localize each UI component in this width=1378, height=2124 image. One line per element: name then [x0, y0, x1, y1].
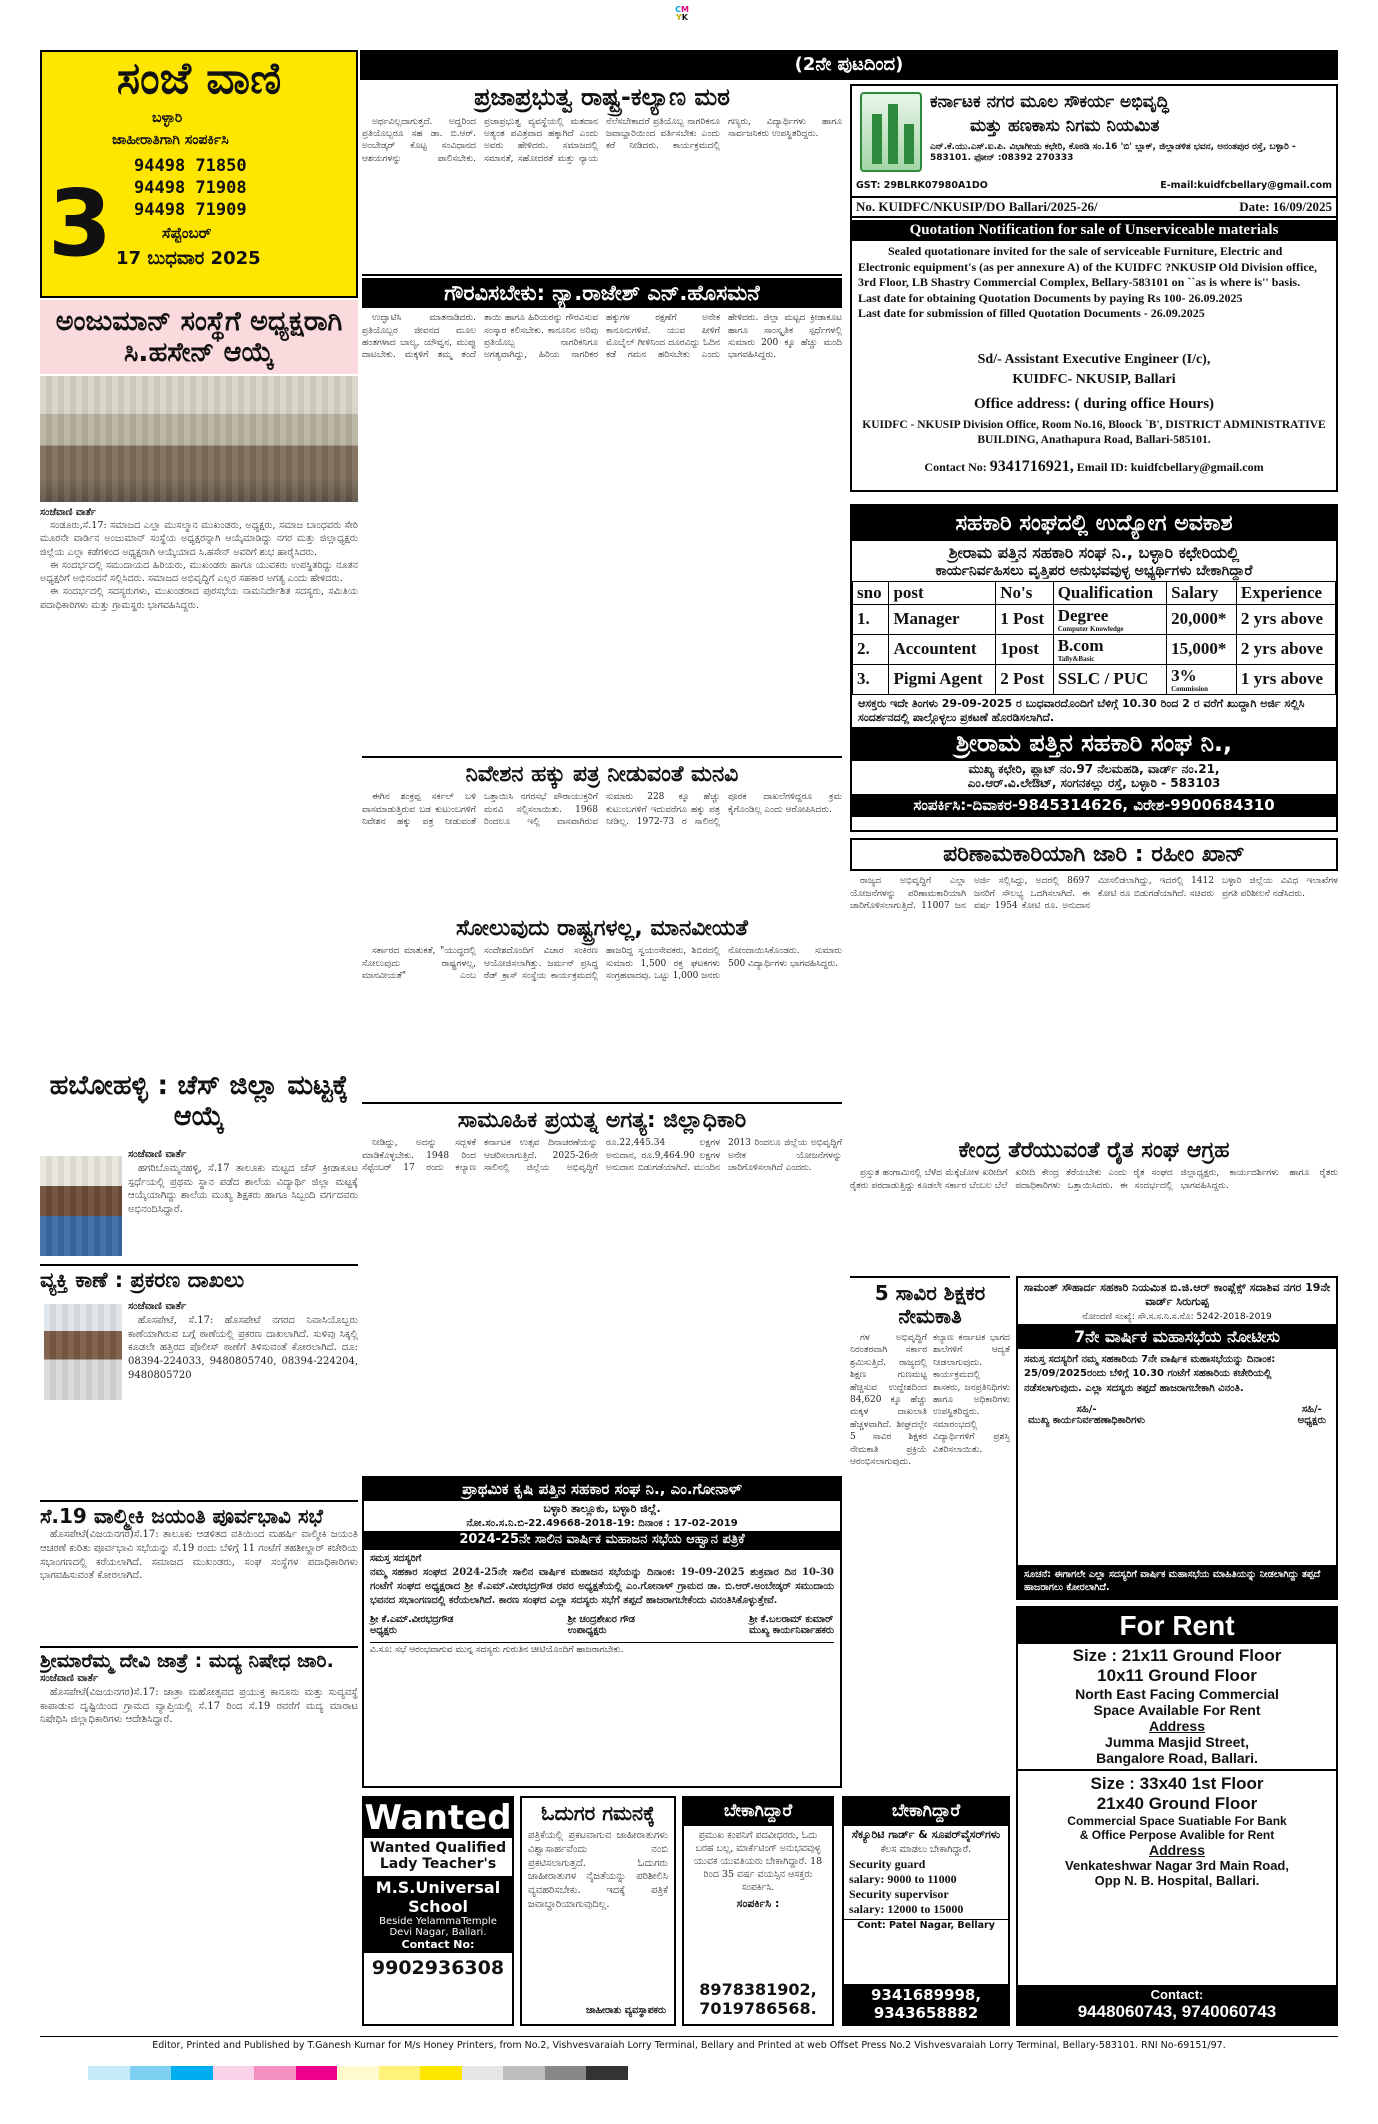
wanted-school-2: School	[408, 1897, 468, 1916]
anjuman-story	[40, 300, 358, 940]
wanted-contact-label: Contact No:	[401, 1938, 475, 1951]
kuidfc-signatory: Sd/- Assistant Executive Engineer (I/c),	[977, 352, 1211, 367]
democracy-headline: ಪ್ರಜಾಪ್ರಭುತ್ವ ರಾಷ್ಟ್ರ-ಕಲ್ಯಾಣ ಮಠ	[474, 84, 730, 111]
jatre-headline: ಶ್ರೀಮಾರೆಮ್ಮ ದೇವಿ ಜಾತ್ರೆ : ಮದ್ಯ ನಿಷೇಧ ಜಾರಿ.	[40, 1646, 358, 1672]
kuidfc-ad	[850, 84, 1338, 492]
rent2-line-1: Size : 33x40 1st Floor	[1090, 1774, 1264, 1793]
samuhika-headline: ಸಾಮೂಹಿಕ ಪ್ರಯತ್ನ ಅಗತ್ಯ: ಜಿಲ್ಲಾಧಿಕಾರಿ	[457, 1108, 747, 1133]
solu-story	[362, 912, 842, 1102]
pacs-s2-role: ಉಪಾಧ್ಯಕ್ಷರು	[567, 1624, 607, 1636]
anjuman-para-2: ಈ ಸಂದರ್ಭದಲ್ಲಿ ಸಮುದಾಯದ ಹಿರಿಯರು, ಮುಖಂಡರು ಹಾಗೂ ಯುವಕರು ಉಪಸ್ಥಿತರಿದ್ದು ನೂತನ ಅಧ್ಯಕ್ಷರಿಗೆ ಅಭಿನಂದನೆ ಸಲ್ಲಿಸಿದರು. ಸಮಾಜದ ಅಭಿವೃದ್ಧಿಗೆ ಎಲ್ಲರ ಸಹಕಾರ ಅಗತ್ಯ ಎಂದು ಹೇಳಿದರು.	[40, 559, 358, 585]
jobs-cell: 3.	[853, 664, 889, 694]
wanted-school-1: M.S.Universal	[375, 1878, 501, 1897]
jobs-cell: 1post	[996, 634, 1053, 664]
samant-banner: 7ನೇ ವಾರ್ಷಿಕ ಮಹಾಸಭೆಯ ನೋಟೀಸು	[1018, 1325, 1336, 1349]
pacs-ad	[362, 1476, 842, 1788]
guard-label: Security guard	[849, 1856, 926, 1871]
jobs-contact: ಸಂಪರ್ಕಿಸಿ:-ದಿವಾಕರ-9845314626, ವಿರೇಶ-9900684310	[852, 794, 1336, 817]
imprint: Editor, Printed and Published by T.Ganesh Kumar for M/s Honey Printers, from No.2, Vishvesvaraiah Lorry Terminal, Bellary and Printed at web Offset Press No.2 Vishvesvaraiah Lorry Terminal, Bellary-583101. RNI No-69151/97.	[40, 2036, 1338, 2051]
parinamakari-story	[850, 838, 1338, 1138]
rent1-line-4: Space Available For Rent	[1093, 1702, 1261, 1718]
kuidfc-org-2: ಮತ್ತು ಹಣಕಾಸು ನಿಗಮ ನಿಯಮಿತ	[970, 116, 1160, 136]
samant-title: ಸಾಮಂತ್ ಸೌಹಾರ್ದ ಸಹಕಾರಿ ನಿಯಮಿತ ಬಿ.ಜಿ.ಆರ್ ಕಾಂಪ್ಲೆಕ್ಸ್ ಸದಾಶಿವ ನಗರ 19ನೇ ವಾರ್ಡ್ ಸಿರುಗುಪ್ಪ	[1023, 1281, 1331, 1308]
kuidfc-org-1: ಕರ್ನಾಟಕ ನಗರ ಮೂಲ ಸೌಕರ್ಯ ಅಭಿವೃದ್ಧಿ	[930, 92, 1169, 112]
jobs-cell: 20,000*	[1167, 604, 1237, 634]
kuidfc-last-obtain: Last date for obtaining Quotation Documents by paying Rs 100- 26.09.2025	[858, 290, 1243, 305]
rent1-addr-1: Jumma Masjid Street,	[1105, 1734, 1249, 1750]
jobs-salary: 3%	[1171, 665, 1197, 685]
jobs-cell: Accountent	[889, 634, 996, 664]
pacs-s1-role: ಅಧ್ಯಕ್ಷರು	[370, 1624, 397, 1636]
anjuman-dateline: ಸಂಜೆವಾಣಿ ವಾರ್ತೆ	[40, 507, 96, 518]
samuhika-story	[362, 1102, 842, 1462]
anjuman-para-3: ಈ ಸಂದರ್ಭದಲ್ಲಿ ಸದಸ್ಯರುಗಳು, ಮುಖಂಡರಾದ ಪುರಸಭೆಯ ನಾಮನಿರ್ದೇಶಿತ ಸದಸ್ಯರು, ಸಮಿತಿಯ ಪದಾಧಿಕಾರಿಗಳು ಮತ್ತು ಗ್ರಾಮಸ್ಥರು ಭಾಗವಹಿಸಿದ್ದರು.	[40, 586, 358, 611]
rent1-addr-2: Bangalore Road, Ballari.	[1018, 1750, 1336, 1771]
rent2-line-3: Commercial Space Suatiable For Bank	[1067, 1814, 1287, 1828]
bekagiddare-1-title: ಬೇಕಾಗಿದ್ದಾರೆ	[684, 1798, 832, 1826]
bekagiddare-2-phones: 9341689998, 9343658882	[844, 1984, 1008, 2024]
table-row	[853, 634, 1336, 664]
wanted-ad	[362, 1796, 514, 2026]
masthead-phone-2: 94498 71908	[134, 178, 247, 198]
readers-body: ಪತ್ರಿಕೆಯಲ್ಲಿ ಪ್ರಕಟವಾಗುವ ಜಾಹೀರಾತುಗಳು ವಿಶ್ವಾಸಾರ್ಹವೆಂದು ನಂಬಿ ಪ್ರಕಟಿಸಲಾಗುತ್ತದೆ. ಓದುಗರು ಜಾಹೀರಾತುಗಳ ನೈಜತೆಯನ್ನು ಪರಿಶೀಲಿಸಿ ವ್ಯವಹರಿಸಬೇಕು. ಇದಕ್ಕೆ ಪತ್ರಿಕೆ ಜವಾಬ್ದಾರಿಯಾಗುವುದಿಲ್ಲ.	[528, 1830, 668, 1910]
jobs-deadline: ಆಸಕ್ತರು ಇದೇ ತಿಂಗಳು 29-09-2025 ರ ಬುಧವಾರದೊಂದಿಗೆ ಬೆಳಿಗ್ಗೆ 10.30 ರಿಂದ 2 ರ ವರೆಗೆ ಖುದ್ದಾಗಿ ಅರ್ಜಿ ಸಲ್ಲಿಸಿ ಸಂದರ್ಶನದಲ್ಲಿ ಪಾಲ್ಗೊಳ್ಳಲು ಪ್ರಕಟಣೆ ಹೊರಡಿಸಲಾಗಿದೆ.	[858, 696, 1305, 725]
rent2-line-4: & Office Perpose Avalible for Rent	[1079, 1828, 1275, 1842]
kuidfc-ref-no: No. KUIDFC/NKUSIP/DO Ballari/2025-26/	[856, 199, 1098, 214]
jatre-dateline: ಸಂಜೆವಾಣಿ ವಾರ್ತೆ	[40, 1673, 99, 1684]
solu-headline: ಸೋಲುವುದು ರಾಷ್ಟ್ರಗಳಲ್ಲ, ಮಾನವೀಯತೆ	[456, 916, 748, 941]
bekagiddare-1-body: ಪ್ರಮುಖ ಕಂಪನಿಗೆ ಪದವೀಧರರು, ಓದು ಬರಹ ಬಲ್ಲ, ಮಾರ್ಕೆಟಿಂಗ್ ಅನುಭವವುಳ್ಳ ಯುವಕ ಯುವತಿಯರು ಬೇಕಾಗಿದ್ದಾರೆ. 18 ರಿಂದ 35 ವರ್ಷ ವಯಸ್ಸಿನ ಆಸಕ್ತರು ಸಂಪರ್ಕಿಸಿ.	[693, 1829, 823, 1893]
kuidfc-signatory-2: KUIDFC- NKUSIP, Ballari	[1012, 372, 1176, 387]
jobs-cell: 2.	[853, 634, 889, 664]
bekagiddare-2-sub: ಸೆಕ್ಯೂರಿಟಿ ಗಾರ್ಡ್ & ಸೂಪರ್‌ವೈಸರ್‌ಗಳು	[851, 1827, 1001, 1841]
missing-dateline: ಸಂಜೆವಾಣಿ ವಾರ್ತೆ	[128, 1301, 187, 1312]
masthead-phone-1: 94498 71850	[134, 156, 247, 176]
supervisor-label: Security supervisor	[849, 1886, 949, 1901]
bekagiddare-2-title: ಬೇಕಾಗಿದ್ದಾರೆ	[844, 1798, 1008, 1826]
jobs-cell	[1053, 634, 1166, 664]
raitha-headline: ಕೇಂದ್ರ ತೆರೆಯುವಂತೆ ರೈತ ಸಂಘ ಆಗ್ರಹ	[958, 1138, 1230, 1163]
masthead-date-number: 3	[48, 170, 113, 277]
samant-reg: ನೋಂದಣಿ ಸಂಖ್ಯೆ: ಸೌ.ಸ.ಸ.ನಿ.ಸ.ನೊ: 5242-2018-2019	[1018, 1312, 1336, 1325]
rent1-line-2: 10x11 Ground Floor	[1097, 1666, 1257, 1685]
samant-ad	[1016, 1276, 1338, 1600]
table-row	[853, 664, 1336, 694]
solu-body: ಸರ್ಕಾರದ ಮಾತುಕತೆ, "ಯುದ್ಧದಲ್ಲಿ ಸೋಲುವುದು ರಾಷ್ಟ್ರಗಳಲ್ಲ, ಮಾನವೀಯತೆ" ಎಂಬ ಸಂದೇಶದೊಂದಿಗೆ ವಿಚಾರ ಸಂಕಿರಣ ಆಯೋಜಿಸಲಾಗಿತ್ತು. ಜರ್ಮನ್ ಪ್ರಸಿದ್ಧ ರೆಡ್ ಕ್ರಾಸ್ ಸಂಸ್ಥೆಯ ಕಾರ್ಯಕ್ರಮದಲ್ಲಿ ಹಾಜರಿದ್ದ ಸ್ವಯಂಸೇವಕರು, ಶಿಬಿರದಲ್ಲಿ ಸುಮಾರು 1,500 ರಕ್ತ ಘಟಕಗಳು ಸಂಗ್ರಹವಾದವು. ಒಟ್ಟು 1,000 ಜನರು ನೋಂದಾಯಿಸಿಕೊಂಡರು. ಸುಮಾರು 500 ವಿದ್ಯಾರ್ಥಿಗಳು ಭಾಗವಹಿಸಿದ್ದರು.	[362, 946, 842, 982]
cmyk-mark: CM YK	[675, 5, 689, 22]
jobs-note: Computer Knowledge	[1057, 624, 1124, 633]
jatre-body: ಹೊಸಪೇಟೆ(ವಿಜಯನಗರ)ಸೆ.17: ಜಾತ್ರಾ ಮಹೋತ್ಸವದ ಪ್ರಯುಕ್ತ ಕಾನೂನು ಮತ್ತು ಸುವ್ಯವಸ್ಥೆ ಕಾಪಾಡುವ ದೃಷ್ಟಿಯಿಂದ ಗ್ರಾಮದ ವ್ಯಾಪ್ತಿಯಲ್ಲಿ ಸೆ.17 ರಿಂದ ಸೆ.19 ರವರೆಗೆ ಮದ್ಯ ಮಾರಾಟ ನಿಷೇಧಿಸಿ ಜಿಲ್ಲಾಧಿಕಾರಿಗಳು ಆದೇಶಿಸಿದ್ದಾರೆ.	[40, 1686, 358, 1726]
wanted-addr-1: Beside YelammaTemple	[379, 1916, 497, 1927]
pacs-title: ಪ್ರಾಥಮಿಕ ಕೃಷಿ ಪತ್ತಿನ ಸಹಕಾರ ಸಂಘ ನಿ., ಎಂ.ಗೋನಾಳ್	[364, 1478, 840, 1501]
pacs-s1: ಶ್ರೀ ಕೆ.ಎಮ್.ವೀರಭದ್ರಗೌಡ	[370, 1613, 454, 1625]
raitha-story	[850, 1138, 1338, 1268]
jobs-cell: 2 Post	[996, 664, 1053, 694]
gourava-headline: ಗೌರವಿಸಬೇಕು: ನ್ಯಾ.ರಾಜೇಶ್ ಎನ್.ಹೊಸಮನೆ	[362, 278, 842, 308]
parinamakari-headline: ಪರಿಣಾಮಕಾರಿಯಾಗಿ ಜಾರಿ : ರಹೀಂ ಖಾನ್	[850, 838, 1338, 871]
pacs-signer: ಶ್ರೀ ಕೆ.ಬಲರಾಮ್ ಕುಮಾರ್	[749, 1613, 834, 1625]
masthead-month: ಸೆಪ್ಟೆಂಬರ್	[162, 224, 212, 242]
masthead	[40, 50, 358, 298]
valmiki-body: ಹೊಸಪೇಟೆ(ವಿಜಯನಗರ)ಸೆ.17: ತಾಲೂಕು ಆಡಳಿತದ ವತಿಯಿಂದ ಮಹರ್ಷಿ ವಾಲ್ಮೀಕಿ ಜಯಂತಿ ಆಚರಣೆ ಕುರಿತು ಪೂರ್ವಭಾವಿ ಸಭೆಯನ್ನು ಸೆ.19 ರಂದು ಬೆಳಿಗ್ಗೆ 11 ಗಂಟೆಗೆ ತಹಶೀಲ್ದಾರ್ ಕಚೇರಿಯ ಸಭಾಂಗಣದಲ್ಲಿ ಕರೆಯಲಾಗಿದೆ. ಸಮಾಜದ ಮುಖಂಡರು, ಸಂಘ ಸಂಸ್ಥೆಗಳ ಪದಾಧಿಕಾರಿಗಳು ಭಾಗವಹಿಸುವಂತೆ ಕೋರಲಾಗಿದೆ.	[40, 1529, 358, 1582]
nivesana-body: ಈಗಿನ ಶಂಕ್ರಪ್ಪ ಸರ್ಕಲ್ ಬಳಿ ವಾಸಮಾಡುತ್ತಿರುವ ಬಡ ಕುಟುಂಬಗಳಿಗೆ ನಿವೇಶನ ಹಕ್ಕು ಪತ್ರ ನೀಡುವಂತೆ ಒತ್ತಾಯಿಸಿ ನಗರಸಭೆ ಪೌರಾಯುಕ್ತರಿಗೆ ಮನವಿ ಸಲ್ಲಿಸಲಾಯಿತು. 1968 ರಿಂದಲೂ ಇಲ್ಲಿ ವಾಸವಾಗಿರುವ ಸುಮಾರು 228 ಕ್ಕೂ ಹೆಚ್ಚು ಕುಟುಂಬಗಳಿಗೆ ಇದುವರೆಗೂ ಹಕ್ಕು ಪತ್ರ ನೀಡಿಲ್ಲ. 1972-73 ರ ಸಾಲಿನಲ್ಲಿ ಪೂರಕ ದಾಖಲೆಗಳಿದ್ದರೂ ಕ್ರಮ ಕೈಗೊಂಡಿಲ್ಲ ಎಂದು ಆರೋಪಿಸಿದರು.	[362, 792, 842, 828]
wanted-title: Wanted	[364, 1798, 512, 1838]
valmiki-story	[40, 1500, 358, 1640]
jobs-cell: 2 yrs above	[1236, 634, 1335, 664]
samant-role-2: ಅಧ್ಯಕ್ಷರು	[1297, 1415, 1326, 1427]
samuhika-body: ನೀಡಿದ್ದು, ಅದನ್ನು ಸದ್ಬಳಕೆ ಮಾಡಿಕೊಳ್ಳಬೇಕು. 1948 ರಿಂದ ಸೆಪ್ಟೆಂಬರ್ 17 ರಂದು ಕಲ್ಯಾಣ ಕರ್ನಾಟಕ ಉತ್ಸವ ದಿನಾಚರಣೆಯನ್ನು ಆಚರಿಸಲಾಗುತ್ತಿದೆ. 2025-26ನೇ ಸಾಲಿನಲ್ಲಿ ಜಿಲ್ಲೆಯ ಅಭಿವೃದ್ಧಿಗೆ ರೂ.22,445.34 ಲಕ್ಷಗಳ ಅನುದಾನ, ರೂ.9,464.90 ಲಕ್ಷಗಳ ಅನುದಾನ ಬಿಡುಗಡೆಯಾಗಿದೆ. ಮುಂದಿನ 2013 ರಿಂದಲೂ ಜಿಲ್ಲೆಯ ಅಭಿವೃದ್ಧಿಗೆ ಅನೇಕ ಯೋಜನೆಗಳನ್ನು ಜಾರಿಗೊಳಿಸಲಾಗಿದೆ ಎಂದರು.	[362, 1138, 842, 1174]
raitha-body: ಪ್ರಸ್ತುತ ಹಂಗಾಮಿನಲ್ಲಿ ಬೆಳೆದ ಮೆಕ್ಕೆಜೋಳ ಖರೀದಿಗೆ ರೈತರು ಪರದಾಡುತ್ತಿದ್ದು ಕೂಡಲೇ ಸರ್ಕಾರ ಬೆಂಬಲ ಬೆಲೆ ಖರೀದಿ ಕೇಂದ್ರ ತೆರೆಯಬೇಕು ಎಂದು ರೈತ ಸಂಘದ ಪದಾಧಿಕಾರಿಗಳು ಒತ್ತಾಯಿಸಿದರು. ಈ ಸಂದರ್ಭದಲ್ಲಿ ಜಿಲ್ಲಾಧ್ಯಕ್ಷರು, ಕಾರ್ಯದರ್ಶಿಗಳು ಹಾಗೂ ರೈತರು ಭಾಗವಹಿಸಿದ್ದರು.	[850, 1168, 1338, 1191]
rent2-contact-label: Contact:	[1150, 1987, 1204, 2002]
jobs-cell	[1167, 664, 1237, 694]
samant-body: ಸಮಸ್ತ ಸದಸ್ಯರಿಗೆ ನಮ್ಮ ಸಹಕಾರಿಯ 7ನೇ ವಾರ್ಷಿಕ ಮಹಾಸಭೆಯನ್ನು ದಿನಾಂಕ: 25/09/2025ರಂದು ಬೆಳಿಗ್ಗೆ 10.30 ಗಂಟೆಗೆ ಸಹಕಾರಿಯ ಕಚೇರಿಯಲ್ಲಿ ನಡೆಸಲಾಗುವುದು. ಎಲ್ಲಾ ಸದಸ್ಯರು ತಪ್ಪದೆ ಹಾಜರಾಗಬೇಕಾಗಿ ವಿನಂತಿ.	[1024, 1353, 1276, 1394]
jobs-qual: Degree	[1057, 605, 1109, 625]
jobs-address-2: ಎಂ.ಆರ್.ವಿ.ಲೇಔಟ್, ಸಂಗನಕಲ್ಲು ರಸ್ತೆ, ಬಳ್ಳಾರಿ - 583103	[967, 775, 1221, 790]
jobs-cell: 1 Post	[996, 604, 1053, 634]
jobs-th-salary: Salary	[1167, 581, 1237, 604]
parinamakari-body: ರಾಜ್ಯದ ಅಭಿವೃದ್ಧಿಗೆ ಎಲ್ಲಾ ಯೋಜನೆಗಳನ್ನು ಪರಿಣಾಮಕಾರಿಯಾಗಿ ಜಾರಿಗೊಳಿಸಲಾಗುತ್ತಿದೆ. 11007 ಜನ ಅರ್ಜಿ ಸಲ್ಲಿಸಿದ್ದು, ಅದರಲ್ಲಿ 8697 ಜನರಿಗೆ ಸೌಲಭ್ಯ ಒದಗಿಸಲಾಗಿದೆ. ಈ ವರ್ಷ 1954 ಕೋಟಿ ರೂ. ಅನುದಾನ ಮೀಸಲಿಡಲಾಗಿದ್ದು, ಇದರಲ್ಲಿ 1412 ಕೋಟಿ ರೂ ಬಿಡುಗಡೆಯಾಗಿದೆ. ಸಚಿವರು ಬಳ್ಳಾರಿ ಜಿಲ್ಲೆಯ ವಿವಿಧ ಇಲಾಖೆಗಳ ಪ್ರಗತಿ ಪರಿಶೀಲನೆ ನಡೆಸಿದರು.	[850, 876, 1338, 912]
table-row	[853, 604, 1336, 634]
bekagiddare-2-contact: Cont: Patel Nagar, Bellary	[844, 1919, 1008, 1931]
rent1-line-3: North East Facing Commercial	[1075, 1686, 1279, 1702]
rent2-phones: 9448060743, 9740060743	[1077, 2002, 1277, 2021]
chess-body: ಹಗರಿಬೊಮ್ಮನಹಳ್ಳಿ, ಸೆ.17 ತಾಲೂಕು ಮಟ್ಟದ ಚೆಸ್ ಕ್ರೀಡಾಕೂಟ ಸ್ಪರ್ಧೆಯಲ್ಲಿ ಪ್ರಥಮ ಸ್ಥಾನ ಪಡೆದ ಶಾಲೆಯ ವಿದ್ಯಾರ್ಥಿ ಜಿಲ್ಲಾ ಮಟ್ಟಕ್ಕೆ ಆಯ್ಕೆಯಾಗಿದ್ದು ಶಾಲೆಯ ಮುಖ್ಯ ಶಿಕ್ಷಕರು ಹಾಗೂ ಸಿಬ್ಬಂದಿ ವರ್ಗದವರು ಅಭಿನಂದಿಸಿದ್ದಾರೆ.	[128, 1162, 358, 1216]
pacs-salutation: ಸಮಸ್ತ ಸದಸ್ಯರಿಗೆ	[370, 1553, 422, 1565]
rent1-addr-label: Address	[1148, 1718, 1206, 1734]
bekagiddare-ad-2	[842, 1796, 1010, 2026]
jobs-cell: 2 yrs above	[1236, 604, 1335, 634]
jobs-th-exp: Experience	[1236, 581, 1335, 604]
color-bar	[88, 2066, 628, 2080]
kuidfc-contact-label: Contact No:	[924, 460, 987, 474]
missing-person-photo	[44, 1304, 122, 1400]
shikshakaru-body: ಗಳ ಅಭಿವೃದ್ಧಿಗೆ ನಿರಂತರವಾಗಿ ಸರ್ಕಾರ ಶ್ರಮಿಸುತ್ತಿದೆ. ರಾಜ್ಯದಲ್ಲಿ ಶಿಕ್ಷಣ ಗುಣಮಟ್ಟ ಹೆಚ್ಚಿಸುವ ಉದ್ದೇಶದಿಂದ 84,620 ಕ್ಕೂ ಹೆಚ್ಚು ಮಕ್ಕಳ ದಾಖಲಾತಿ ಹೆಚ್ಚಳವಾಗಿದೆ. ಶೀಘ್ರದಲ್ಲೇ 5 ಸಾವಿರ ಶಿಕ್ಷಕರ ನೇಮಕಾತಿ ಪ್ರಕ್ರಿಯೆ ಆರಂಭಿಸಲಾಗುವುದು. ಕಲ್ಯಾಣ ಕರ್ನಾಟಕ ಭಾಗದ ಶಾಲೆಗಳಿಗೆ ಆದ್ಯತೆ ನೀಡಲಾಗುವುದು. ಕಾರ್ಯಕ್ರಮದಲ್ಲಿ ಶಾಸಕರು, ಜನಪ್ರತಿನಿಧಿಗಳು ಹಾಗೂ ಅಧಿಕಾರಿಗಳು ಉಪಸ್ಥಿತರಿದ್ದರು. ಸಮಾರಂಭದಲ್ಲಿ ವಿದ್ಯಾರ್ಥಿಗಳಿಗೆ ಪ್ರಶಸ್ತಿ ವಿತರಿಸಲಾಯಿತು.	[850, 1333, 1010, 1468]
gourava-story	[362, 278, 842, 758]
page-label: (2ನೇ ಪುಟದಿಂದ)	[360, 50, 1338, 80]
samant-note: ಸೂಚನೆ: ಈಗಾಗಲೇ ಎಲ್ಲಾ ಸದಸ್ಯರಿಗೆ ವಾರ್ಷಿಕ ಮಹಾಸಭೆಯ ಮಾಹಿತಿಯನ್ನು ನೀಡಲಾಗಿದ್ದು ತಪ್ಪದೆ ಹಾಜರಾಗಲು ಕೋರಲಾಗಿದೆ.	[1018, 1565, 1336, 1598]
samant-role-1: ಮುಖ್ಯ ಕಾರ್ಯನಿರ್ವಹಣಾಧಿಕಾರಿಗಳು	[1028, 1415, 1146, 1427]
wanted-line-1: Wanted Qualified	[369, 1840, 507, 1856]
gourava-body: ಉದ್ಘಾಟಿಸಿ ಮಾತನಾಡಿದರು. ಪ್ರತಿಯೊಬ್ಬರ ಜೀವನದ ಮೂಲ ಹಂತಗಳಾದ ಬಾಲ್ಯ, ಯೌವ್ವನ, ಮುಪ್ಪು ದಾಟಬೇಕು. ಮಕ್ಕಳಿಗೆ ತಮ್ಮ ತಂದೆ ತಾಯಿ ಹಾಗೂ ಹಿರಿಯರನ್ನು ಗೌರವಿಸುವ ಸಂಸ್ಕಾರ ಕಲಿಸಬೇಕು. ಕಾನೂನಿನ ಅರಿವು ಪ್ರತಿಯೊಬ್ಬ ನಾಗರಿಕನಿಗೂ ಅಗತ್ಯವಾಗಿದ್ದು, ಹಿರಿಯ ನಾಗರಿಕರ ಹಕ್ಕುಗಳ ರಕ್ಷಣೆಗೆ ಅನೇಕ ಕಾನೂನುಗಳಿವೆ. ಯುವ ಪೀಳಿಗೆ ಮೊಬೈಲ್ ಗೀಳಿನಿಂದ ದೂರವಿದ್ದು ಓದಿನ ಕಡೆ ಗಮನ ಹರಿಸಬೇಕು ಎಂದು ಹೇಳಿದರು. ಜಿಲ್ಲಾ ಮಟ್ಟದ ಕ್ರೀಡಾಕೂಟ ಹಾಗೂ ಸಾಂಸ್ಕೃತಿಕ ಸ್ಪರ್ಧೆಗಳಲ್ಲಿ ಸುಮಾರು 200 ಕ್ಕೂ ಹೆಚ್ಚು ಮಂದಿ ಭಾಗವಹಿಸಿದ್ದರು.	[362, 313, 842, 361]
wanted-line-2: Lady Teacher's	[379, 1856, 497, 1872]
jobs-note: Commission	[1171, 684, 1209, 693]
rent2-addr-1: Venkateshwar Nagar 3rd Main Road,	[1065, 1858, 1289, 1873]
supervisor-salary: salary: 12000 to 15000	[849, 1901, 964, 1916]
chess-story	[40, 1070, 358, 1260]
kuidfc-contact-no: 9341716921,	[989, 458, 1074, 475]
jobs-cell: 1 yrs above	[1236, 664, 1335, 694]
chess-headline: ಹಬೋಹಳ್ಳಿ : ಚೆಸ್ ಜಿಲ್ಲಾ ಮಟ್ಟಕ್ಕೆ ಆಯ್ಕೆ	[49, 1070, 349, 1133]
jobs-banner: ಸಹಕಾರಿ ಸಂಘದಲ್ಲಿ ಉದ್ಯೋಗ ಅವಕಾಶ	[852, 506, 1336, 541]
anjuman-para-1: ಸಂಡೂರು,ಸೆ.17: ಸಮಾಜದ ಎಲ್ಲಾ ಮುಸಲ್ಮಾನ ಮುಖಂಡರು, ಅಧ್ಯಕ್ಷರು, ಸಮಾಜ ಬಾಂಧವರು ಸೇರಿ ಮೂರನೇ ವಾರ್ಡಿನ ಅಂಜುಮಾನ್ ಸಂಸ್ಥೆಯ ಅಧ್ಯಕ್ಷರನ್ನಾಗಿ ಆಯ್ಕೆಮಾಡಿದ್ದು ನಗರ ಮತ್ತು ಜಿಲ್ಲಾಧ್ಯಕ್ಷರು ಜಿಲ್ಲೆಯ ಎಲ್ಲಾ ಕಡೆಗಳಿಂದ ಅಧ್ಯಕ್ಷರಾಗಿ ಆಯ್ಕೆಯಾದ ಸಿ.ಹಸೇನ್ ಅವರಿಗೆ ಶುಭ ಹಾರೈಸಿದರು.	[40, 520, 358, 558]
kuidfc-gst: GST: 29BLRK07980A1DO	[856, 180, 988, 191]
jobs-cell: SSLC / PUC	[1053, 664, 1166, 694]
jobs-note: Tally&Basic	[1057, 654, 1095, 663]
chess-student-photo	[40, 1156, 122, 1256]
kuidfc-ref-date: Date: 16/09/2025	[1239, 199, 1332, 214]
jobs-cell: Pigmi Agent	[889, 664, 996, 694]
jobs-th-qual: Qualification	[1053, 581, 1166, 604]
pacs-sub: ಬಳ್ಳಾರಿ ತಾಲ್ಲೂಕು, ಬಳ್ಳಾರಿ ಜಿಲ್ಲೆ.	[543, 1502, 661, 1516]
bekagiddare-1-phones: 8978381902, 7019786568.	[699, 1980, 817, 2018]
readers-sign: ಜಾಹೀರಾತು ವ್ಯವಸ್ಥಾಪಕರು	[585, 2005, 666, 2016]
rent-title: For Rent	[1018, 1608, 1336, 1644]
kuidfc-office-label: Office address: ( during office Hours)	[973, 396, 1215, 412]
samant-sign-2: ಸಹಿ/-	[1301, 1404, 1322, 1416]
readers-notice	[520, 1796, 676, 2026]
democracy-story	[362, 84, 842, 274]
group-photo	[40, 376, 358, 502]
bekagiddare-1-contact-label: ಸಂಪರ್ಕಿಸಿ :	[736, 1897, 780, 1911]
masthead-city: ಬಳ್ಳಾರಿ	[152, 110, 183, 126]
pacs-banner: 2024-25ನೇ ಸಾಲಿನ ವಾರ್ಷಿಕ ಮಹಾಜನ ಸಭೆಯ ಆಹ್ವಾನ ಪತ್ರಿಕೆ	[364, 1531, 840, 1550]
jobs-th-sno: sno	[853, 581, 889, 604]
rent2-line-2: 21x40 Ground Floor	[1096, 1794, 1258, 1813]
jatre-story	[40, 1646, 358, 1816]
kuidfc-title: Quotation Notification for sale of Unserviceable materials	[852, 220, 1336, 241]
kuidfc-address: ಎನ್.ಕೆ.ಯು.ಎಸ್.ಐ.ಪಿ. ವಿಭಾಗೀಯ ಕಛೇರಿ, ಕೊಠಡಿ ಸಂ.16 'ಬಿ' ಬ್ಲಾಕ್, ಜಿಲ್ಲಾಡಳಿತ ಭವನ, ಅನಂತಪುರ ರಸ್ತೆ, ಬಳ್ಳಾರಿ - 583101. ಫೋನ್ :08392 270333	[930, 142, 1296, 164]
rent2-addr-label: Address	[1148, 1842, 1206, 1858]
jobs-th-nos: No's	[996, 581, 1053, 604]
sahakari-jobs-ad	[850, 504, 1338, 832]
pacs-signer-role: ಮುಖ್ಯ ಕಾರ್ಯನಿರ್ವಾಹಕರು	[749, 1624, 834, 1636]
jobs-cell	[1053, 604, 1166, 634]
chess-dateline: ಸಂಜೆವಾಣಿ ವಾರ್ತೆ	[128, 1149, 187, 1160]
guard-salary: salary: 9000 to 11000	[849, 1871, 957, 1886]
wanted-addr-2: Devi Nagar, Ballari.	[389, 1927, 487, 1938]
jobs-qual: B.com	[1057, 635, 1104, 655]
readers-title: ಓದುಗರ ಗಮನಕ್ಕೆ	[541, 1801, 655, 1825]
kuidfc-body: Sealed quotationare invited for the sale of serviceable Furniture, Electric and Electronic equipment's (as per annexure A) of the KUIDFC ?NKUSIP Old Division office, 3rd Floor, LB Shastry Commercial Complex, Bellary-583101 on ``as is where is'' basis.	[858, 244, 1317, 290]
jobs-cell: Manager	[889, 604, 996, 634]
jobs-table	[852, 581, 1336, 695]
missing-headline: ವ್ಯಕ್ತಿ ಕಾಣೆ : ಪ್ರಕರಣ ದಾಖಲು	[40, 1264, 358, 1293]
democracy-body: ಅರ್ಥವಿಲ್ಲದಾಗುತ್ತದೆ. ಅದ್ದರಿಂದ ಪ್ರತಿಯೊಬ್ಬರೂ ಸಹ ಡಾ. ಬಿ.ಆರ್. ಅಂಬೇಡ್ಕರ್ ಕೊಟ್ಟ ಸಂವಿಧಾನದ ಆಶಯಗಳನ್ನು ಪಾಲಿಸಬೇಕು. ಪ್ರಜಾಪ್ರಭುತ್ವ ವ್ಯವಸ್ಥೆಯಲ್ಲಿ ಮತದಾನ ಅತ್ಯಂತ ಪವಿತ್ರವಾದ ಹಕ್ಕಾಗಿದೆ ಎಂದು ಅವರು ಹೇಳಿದರು. ಸಮಾಜದಲ್ಲಿ ಸಮಾನತೆ, ಸಹೋದರತೆ ಮತ್ತು ನ್ಯಾಯ ನೆಲೆಸಬೇಕಾದರೆ ಪ್ರತಿಯೊಬ್ಬ ನಾಗರಿಕನೂ ಜವಾಬ್ದಾರಿಯಿಂದ ವರ್ತಿಸಬೇಕು ಎಂದು ಕರೆ ನೀಡಿದರು. ಕಾರ್ಯಕ್ರಮದಲ್ಲಿ ಗಣ್ಯರು, ವಿದ್ಯಾರ್ಥಿಗಳು ಹಾಗೂ ಸಾರ್ವಜನಿಕರು ಉಪಸ್ಥಿತರಿದ್ದರು.	[362, 116, 842, 164]
missing-body: ಹೊಸಪೇಟೆ, ಸೆ.17: ಹೊಸಪೇಟೆ ನಗರದ ನಿವಾಸಿಯೊಬ್ಬರು ಕಾಣೆಯಾಗಿರುವ ಬಗ್ಗೆ ಠಾಣೆಯಲ್ಲಿ ಪ್ರಕರಣ ದಾಖಲಾಗಿದೆ. ಸುಳಿವು ಸಿಕ್ಕಲ್ಲಿ ಕೂಡಲೇ ಹತ್ತಿರದ ಪೊಲೀಸ್ ಠಾಣೆಗೆ ತಿಳಿಸುವಂತೆ ಕೋರಲಾಗಿದೆ. ದೂ: 08394-224033, 9480805740, 08394-224204, 9480805720	[128, 1314, 358, 1381]
masthead-phone-3: 94498 71909	[134, 200, 247, 220]
jobs-name: ಶ್ರೀರಾಮ ಪತ್ತಿನ ಸಹಕಾರಿ ಸಂಘ ನಿ.,	[852, 727, 1336, 761]
rent2-addr-2: Opp N. B. Hospital, Ballari.	[1094, 1873, 1260, 1888]
jobs-org: ಶ್ರೀರಾಮ ಪತ್ತಿನ ಸಹಕಾರಿ ಸಂಘ ನಿ., ಬಳ್ಳಾರಿ ಕಛೇರಿಯಲ್ಲಿ	[948, 543, 1240, 563]
wanted-phone: 9902936308	[371, 1957, 505, 1979]
pacs-reg: ನೋ.ಸಂ.ಸ.ನಿ.ಬಿ-22.49668-2018-19: ದಿನಾಂಕ : 17-02-2019	[466, 1517, 738, 1529]
nivesana-headline: ನಿವೇಶನ ಹಕ್ಕು ಪತ್ರ ನೀಡುವಂತೆ ಮನವಿ	[465, 762, 739, 787]
nivesana-story	[362, 756, 842, 916]
bekagiddare-2-sub2: ಕೆಲಸ ಮಾಡಲು ಬೇಕಾಗಿದ್ದಾರೆ.	[880, 1843, 972, 1855]
kuidfc-office-addr: KUIDFC - NKUSIP Division Office, Room No.16, Bloock `B', DISTRICT ADMINISTRATIVE BUILDING, Anathapura Road, Ballari-585101.	[862, 419, 1326, 446]
jobs-address-1: ಮುಖ್ಯ ಕಛೇರಿ, ಪ್ಲಾಟ್ ನಂ.97 ನೆಲಮಹಡಿ, ವಾರ್ಡ್ ನಂ.21,	[968, 761, 1220, 776]
jobs-cell: 15,000*	[1167, 634, 1237, 664]
bekagiddare-ad-1	[682, 1796, 834, 2026]
shikshakaru-headline: 5 ಸಾವಿರ ಶಿಕ್ಷಕರ ನೇಮಕಾತಿ	[874, 1281, 986, 1328]
jobs-th-post: post	[889, 581, 996, 604]
pacs-note: ವಿ.ಸೂ: ಸಭೆ ಆರಂಭವಾಗುವ ಮುನ್ನ ಸದಸ್ಯರು ಗುರುತಿನ ಚೀಟಿಯೊಂದಿಗೆ ಹಾಜರಾಗಬೇಕು.	[370, 1642, 834, 1655]
samant-sign-1: ಸಹಿ/-	[1076, 1404, 1097, 1416]
missing-story	[40, 1264, 358, 1500]
shikshakaru-story	[850, 1276, 1010, 1878]
jobs-sub: ಕಾರ್ಯನಿರ್ವಹಿಸಲು ವೃತ್ತಿಪರ ಅನುಭವವುಳ್ಳ ಅಭ್ಯರ್ಥಿಗಳು ಬೇಕಾಗಿದ್ದಾರೆ	[935, 562, 1253, 579]
masthead-contact-label: ಜಾಹೀರಾತಿಗಾಗಿ ಸಂಪರ್ಕಿಸಿ	[112, 132, 229, 148]
valmiki-headline: ಸೆ.19 ವಾಲ್ಮೀಕಿ ಜಯಂತಿ ಪೂರ್ವಭಾವಿ ಸಭೆ	[40, 1500, 358, 1528]
kuidfc-logo	[860, 92, 922, 172]
kuidfc-last-submit: Last date for submission of filled Quotation Documents - 26.09.2025	[858, 306, 1205, 321]
masthead-title: ಸಂಜೆ ವಾಣಿ	[116, 53, 282, 104]
masthead-day-line: 17 ಬುಧವಾರ 2025	[116, 248, 261, 269]
kuidfc-email: E-mail:kuidfcbellary@gmail.com	[1160, 180, 1332, 191]
jobs-header-row	[853, 581, 1336, 604]
rent-ad	[1016, 1606, 1338, 2026]
pacs-body: ನಮ್ಮ ಸಹಕಾರ ಸಂಘದ 2024-25ನೇ ಸಾಲಿನ ವಾರ್ಷಿಕ ಮಹಾಜನ ಸಭೆಯನ್ನು ದಿನಾಂಕ: 19-09-2025 ಶುಕ್ರವಾರ ದಿನ 10-30 ಗಂಟೆಗೆ ಸಂಘದ ಅಧ್ಯಕ್ಷರಾದ ಶ್ರೀ ಕೆ.ಎಮ್.ವೀರಭದ್ರಗೌಡ ರವರ ಅಧ್ಯಕ್ಷತೆಯಲ್ಲಿ ಎಂ.ಗೋನಾಳ್ ಗ್ರಾಮದ ಡಾ. ಬಿ.ಆರ್.ಅಂಬೇಡ್ಕರ್ ಸಮುದಾಯ ಭವನದ ಸಭಾಂಗಣದಲ್ಲಿ ಕರೆಯಲಾಗಿದೆ. ಕಾರಣ ಸಂಘದ ಎಲ್ಲಾ ಸದಸ್ಯರು ಸಭೆಗೆ ತಪ್ಪದೆ ಹಾಜರಾಗಬೇಕೆಂದು ವಿನಂತಿಸಿಕೊಳ್ಳುತ್ತೇವೆ.	[370, 1567, 834, 1606]
kuidfc-email-id: Email ID: kuidfcbellary@gmail.com	[1076, 460, 1264, 474]
pacs-s2: ಶ್ರೀ ಚಂದ್ರಶೇಖರ ಗೌಡ	[567, 1613, 635, 1625]
jobs-cell: 1.	[853, 604, 889, 634]
anjuman-headline: ಅಂಜುಮಾನ್ ಸಂಸ್ಥೆಗೆ ಅಧ್ಯಕ್ಷರಾಗಿ ಸಿ.ಹಸೇನ್ ಆಯ್ಕೆ	[40, 300, 358, 374]
rent1-line-1: Size : 21x11 Ground Floor	[1072, 1646, 1282, 1665]
